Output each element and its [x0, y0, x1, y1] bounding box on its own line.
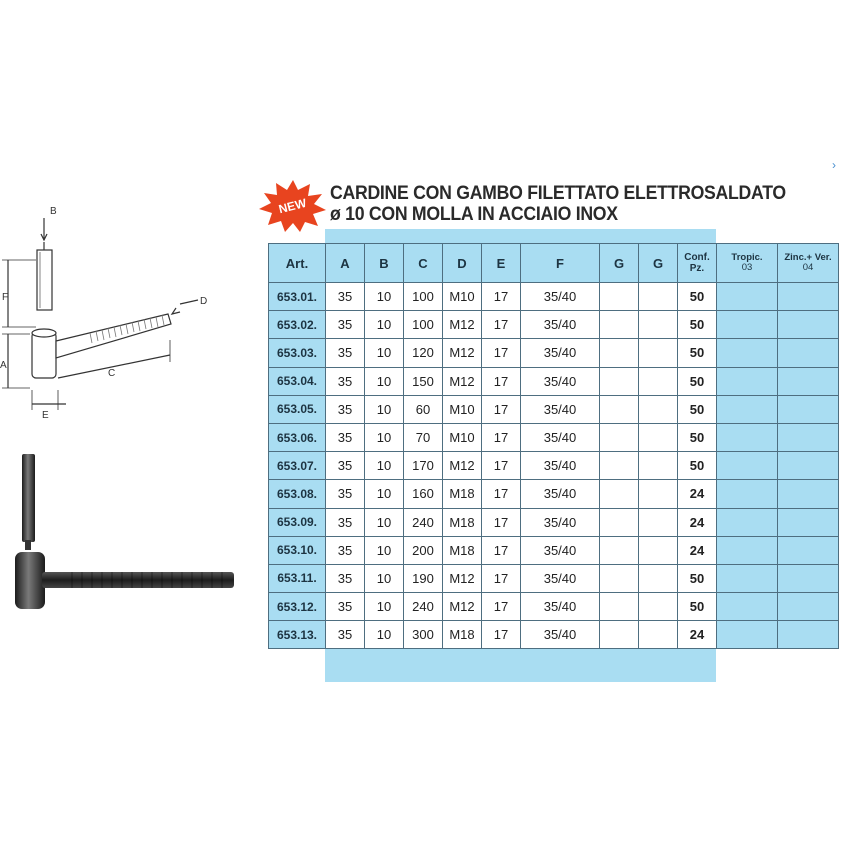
page-title: CARDINE CON GAMBO FILETTATO ELETTROSALDATO ø 10 CON MOLLA IN ACCIAIO INOX — [330, 183, 786, 225]
header-g2: G — [639, 244, 678, 283]
cell-zinc — [778, 339, 839, 367]
cell-zinc — [778, 283, 839, 311]
header-c: C — [404, 244, 443, 283]
cell-f: 35/40 — [521, 395, 600, 423]
cell-d: M12 — [443, 311, 482, 339]
cell-g1 — [600, 311, 639, 339]
cell-g2 — [639, 508, 678, 536]
cell-f: 35/40 — [521, 593, 600, 621]
header-zinc-top: Zinc.+ Ver. — [784, 252, 832, 263]
cell-zinc — [778, 367, 839, 395]
cell-zinc — [778, 423, 839, 451]
cell-e: 17 — [482, 536, 521, 564]
header-g1: G — [600, 244, 639, 283]
cell-zinc — [778, 621, 839, 649]
cell-e: 17 — [482, 367, 521, 395]
cell-art: 653.08. — [269, 480, 326, 508]
cell-e: 17 — [482, 452, 521, 480]
header-e: E — [482, 244, 521, 283]
header-zinc-sub: 04 — [802, 262, 814, 273]
cell-conf: 50 — [678, 593, 717, 621]
cell-f: 35/40 — [521, 621, 600, 649]
cell-conf: 50 — [678, 367, 717, 395]
cell-d: M18 — [443, 508, 482, 536]
cell-f: 35/40 — [521, 508, 600, 536]
cell-e: 17 — [482, 339, 521, 367]
cell-d: M12 — [443, 564, 482, 592]
cell-b: 10 — [365, 423, 404, 451]
cell-tropic — [717, 593, 778, 621]
cell-g2 — [639, 536, 678, 564]
table-row — [269, 621, 839, 649]
cell-tropic — [717, 536, 778, 564]
cell-a: 35 — [326, 311, 365, 339]
cell-a: 35 — [326, 564, 365, 592]
cell-c: 170 — [404, 452, 443, 480]
cell-g1 — [600, 621, 639, 649]
cell-tropic — [717, 311, 778, 339]
cell-art: 653.11. — [269, 564, 326, 592]
cell-d: M10 — [443, 423, 482, 451]
cell-b: 10 — [365, 536, 404, 564]
cell-tropic — [717, 452, 778, 480]
cell-a: 35 — [326, 536, 365, 564]
cell-conf: 24 — [678, 536, 717, 564]
cell-b: 10 — [365, 593, 404, 621]
product-photo — [12, 452, 237, 617]
cell-e: 17 — [482, 480, 521, 508]
dim-label-e: E — [42, 410, 49, 420]
table-row — [269, 593, 839, 621]
cell-a: 35 — [326, 508, 365, 536]
cell-e: 17 — [482, 423, 521, 451]
cell-a: 35 — [326, 367, 365, 395]
cell-tropic — [717, 395, 778, 423]
cell-zinc — [778, 311, 839, 339]
cell-c: 60 — [404, 395, 443, 423]
table-row — [269, 311, 839, 339]
spec-table — [268, 243, 839, 649]
badge-text: NEW — [277, 195, 308, 217]
header-conf — [678, 244, 717, 283]
cell-art: 653.05. — [269, 395, 326, 423]
cell-tropic — [717, 508, 778, 536]
cell-d: M10 — [443, 283, 482, 311]
cell-conf: 50 — [678, 564, 717, 592]
cell-g2 — [639, 452, 678, 480]
cell-b: 10 — [365, 283, 404, 311]
cell-e: 17 — [482, 283, 521, 311]
cell-f: 35/40 — [521, 367, 600, 395]
cell-g1 — [600, 480, 639, 508]
cell-b: 10 — [365, 621, 404, 649]
cell-f: 35/40 — [521, 564, 600, 592]
header-conf-sub: Pz. — [689, 263, 705, 274]
cell-art: 653.12. — [269, 593, 326, 621]
cell-conf: 50 — [678, 339, 717, 367]
header-a: A — [326, 244, 365, 283]
table-row — [269, 564, 839, 592]
cell-art: 653.02. — [269, 311, 326, 339]
table-row — [269, 508, 839, 536]
cell-tropic — [717, 423, 778, 451]
table-row — [269, 480, 839, 508]
cell-conf: 50 — [678, 311, 717, 339]
dim-label-c: C — [108, 368, 116, 379]
cell-a: 35 — [326, 395, 365, 423]
cell-a: 35 — [326, 339, 365, 367]
cell-tropic — [717, 564, 778, 592]
cell-conf: 24 — [678, 480, 717, 508]
cell-c: 190 — [404, 564, 443, 592]
cell-b: 10 — [365, 367, 404, 395]
technical-drawing — [0, 200, 225, 420]
cell-f: 35/40 — [521, 452, 600, 480]
cell-a: 35 — [326, 423, 365, 451]
cell-g1 — [600, 283, 639, 311]
cell-g1 — [600, 395, 639, 423]
header-tropic-sub: 03 — [741, 262, 753, 273]
cell-e: 17 — [482, 621, 521, 649]
cell-g2 — [639, 339, 678, 367]
cell-zinc — [778, 452, 839, 480]
cell-zinc — [778, 536, 839, 564]
header-art: Art. — [269, 244, 326, 283]
cell-b: 10 — [365, 452, 404, 480]
cell-art: 653.10. — [269, 536, 326, 564]
cell-zinc — [778, 508, 839, 536]
chevron-icon: › — [832, 158, 836, 172]
cell-tropic — [717, 367, 778, 395]
cell-art: 653.04. — [269, 367, 326, 395]
cell-tropic — [717, 621, 778, 649]
cell-art: 653.06. — [269, 423, 326, 451]
cell-art: 653.01. — [269, 283, 326, 311]
cell-c: 200 — [404, 536, 443, 564]
cell-a: 35 — [326, 452, 365, 480]
cell-g1 — [600, 339, 639, 367]
cell-g1 — [600, 536, 639, 564]
table-row — [269, 283, 839, 311]
cell-conf: 24 — [678, 508, 717, 536]
table-row — [269, 395, 839, 423]
cell-c: 150 — [404, 367, 443, 395]
dim-label-b: B — [50, 206, 57, 217]
cell-e: 17 — [482, 508, 521, 536]
table-row — [269, 452, 839, 480]
header-d: D — [443, 244, 482, 283]
cell-b: 10 — [365, 508, 404, 536]
table-row — [269, 367, 839, 395]
cell-f: 35/40 — [521, 536, 600, 564]
cell-c: 160 — [404, 480, 443, 508]
cell-g2 — [639, 367, 678, 395]
cell-g2 — [639, 621, 678, 649]
cell-conf: 50 — [678, 395, 717, 423]
dim-label-a: A — [0, 360, 7, 371]
table-row — [269, 536, 839, 564]
cell-g2 — [639, 395, 678, 423]
cell-zinc — [778, 480, 839, 508]
cell-f: 35/40 — [521, 339, 600, 367]
cell-b: 10 — [365, 395, 404, 423]
header-conf-top: Conf. — [684, 252, 710, 263]
cell-tropic — [717, 339, 778, 367]
cell-zinc — [778, 593, 839, 621]
cell-art: 653.07. — [269, 452, 326, 480]
cell-c: 100 — [404, 311, 443, 339]
cell-g2 — [639, 564, 678, 592]
header-tropic — [717, 244, 778, 283]
cell-d: M12 — [443, 339, 482, 367]
cell-conf: 50 — [678, 283, 717, 311]
cell-g2 — [639, 311, 678, 339]
cell-d: M12 — [443, 452, 482, 480]
cell-conf: 24 — [678, 621, 717, 649]
cell-f: 35/40 — [521, 311, 600, 339]
cell-c: 240 — [404, 593, 443, 621]
table-row — [269, 423, 839, 451]
cell-f: 35/40 — [521, 480, 600, 508]
cell-e: 17 — [482, 311, 521, 339]
cell-b: 10 — [365, 480, 404, 508]
header-tropic-top: Tropic. — [731, 252, 763, 263]
cell-a: 35 — [326, 283, 365, 311]
header-b: B — [365, 244, 404, 283]
cell-g1 — [600, 564, 639, 592]
cell-conf: 50 — [678, 452, 717, 480]
cell-b: 10 — [365, 311, 404, 339]
cell-g2 — [639, 283, 678, 311]
cell-tropic — [717, 480, 778, 508]
cell-g2 — [639, 593, 678, 621]
cell-zinc — [778, 564, 839, 592]
cell-art: 653.09. — [269, 508, 326, 536]
cell-b: 10 — [365, 339, 404, 367]
dim-label-f: F — [2, 292, 9, 303]
cell-tropic — [717, 283, 778, 311]
cell-d: M12 — [443, 367, 482, 395]
cell-c: 100 — [404, 283, 443, 311]
cell-d: M18 — [443, 480, 482, 508]
cell-g1 — [600, 367, 639, 395]
cell-c: 70 — [404, 423, 443, 451]
cell-g1 — [600, 452, 639, 480]
cell-d: M12 — [443, 593, 482, 621]
cell-c: 120 — [404, 339, 443, 367]
header-zinc — [778, 244, 839, 283]
cell-g1 — [600, 593, 639, 621]
table-header-row — [269, 244, 839, 283]
cell-e: 17 — [482, 395, 521, 423]
cell-e: 17 — [482, 564, 521, 592]
header-f: F — [521, 244, 600, 283]
cell-conf: 50 — [678, 423, 717, 451]
cell-a: 35 — [326, 621, 365, 649]
cell-g2 — [639, 423, 678, 451]
cell-d: M18 — [443, 621, 482, 649]
cell-art: 653.13. — [269, 621, 326, 649]
cell-f: 35/40 — [521, 423, 600, 451]
cell-zinc — [778, 395, 839, 423]
cell-c: 240 — [404, 508, 443, 536]
cell-d: M10 — [443, 395, 482, 423]
cell-g2 — [639, 480, 678, 508]
cell-a: 35 — [326, 593, 365, 621]
cell-g1 — [600, 508, 639, 536]
cell-art: 653.03. — [269, 339, 326, 367]
cell-e: 17 — [482, 593, 521, 621]
cell-b: 10 — [365, 564, 404, 592]
cell-f: 35/40 — [521, 283, 600, 311]
dim-label-d: D — [200, 296, 208, 307]
cell-c: 300 — [404, 621, 443, 649]
new-badge — [256, 178, 330, 232]
cell-d: M18 — [443, 536, 482, 564]
cell-a: 35 — [326, 480, 365, 508]
cell-g1 — [600, 423, 639, 451]
table-row — [269, 339, 839, 367]
